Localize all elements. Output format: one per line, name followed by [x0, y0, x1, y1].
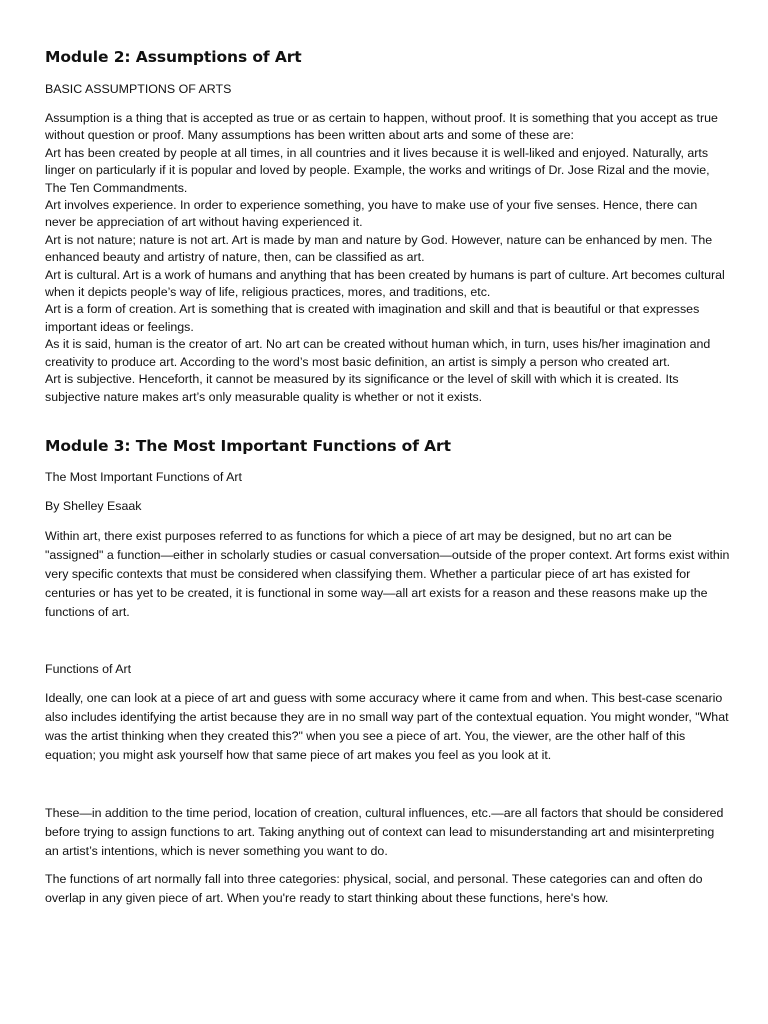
module-2-title: Module 2: Assumptions of Art [45, 48, 302, 66]
module-3-paragraph-1: Within art, there exist purposes referred to as functions for which a piece of art may be designed, but no art can be "assigned" a function—either in scholarly studies or casual conversation—outside of the proper context. Art forms exist within very specific contexts that must be considered when classifying them. Whether a particular piece of art has existed for centuries or has yet to be created, it is functional in some way—all art exists for a reason and these reasons make up the functions of art. [45, 529, 730, 619]
module-3-paragraph-2: Ideally, one can look at a piece of art and guess with some accuracy where it came from and when. This best-case scenario also includes identifying the artist because they are in no small way part of the contextual equation. You might wonder, "What was the artist thinking when they created this?" when you see a piece of art. You, the viewer, are the other half of this equation; you might ask yourself how that same piece of art makes you feel as you look at it. [45, 691, 729, 762]
module-2-body [45, 110, 730, 406]
module-2-paragraph: Art is not nature; nature is not art. Art is made by man and nature by God. However, nature can be enhanced by men. The enhanced beauty and artistry of nature, then, can be classified as art. [45, 232, 713, 265]
module-2-paragraph: Art has been created by people at all times, in all countries and it lives because it is well-liked and enjoyed. Naturally, arts linger on particularly if it is popular and loved by people. Example, the works and writings of Dr. Jose Rizal and the movie, The Ten Commandments. [45, 145, 710, 195]
module-2-paragraph: Art is a form of creation. Art is something that is created with imagination and skill and that is beautiful or that expresses important ideas or feelings. [45, 302, 700, 334]
module-2-paragraph: Art involves experience. In order to experience something, you have to make use of your five senses. Hence, there can never be appreciation of art without having experienced it. [45, 198, 698, 230]
module-2-paragraph: Assumption is a thing that is accepted as true or as certain to happen, without proof. It is something that you accept as true without question or proof. Many assumptions has been written about arts and some of these are: [45, 111, 718, 143]
functions-of-art-heading: Functions of Art [45, 662, 132, 676]
module-3-subtitle: The Most Important Functions of Art [45, 470, 242, 484]
module-3-title: Module 3: The Most Important Functions of Art [45, 437, 451, 455]
module-3-paragraph-3: These—in addition to the time period, location of creation, cultural influences, etc.—are all factors that should be considered before trying to assign functions to art. Taking anything out of context can lead to misunderstanding art and misinterpreting an artist’s intentions, which is never something you want to do. [45, 806, 724, 858]
module-2-paragraph: Art is cultural. Art is a work of humans and anything that has been created by humans is part of culture. Art becomes cultural when it depicts people’s way of life, religious practices, mores, and traditions, etc. [45, 267, 725, 300]
module-2-subtitle: BASIC ASSUMPTIONS OF ARTS [45, 82, 232, 96]
module-2-paragraph: Art is subjective. Henceforth, it cannot be measured by its significance or the level of skill with which it is created. Its subjective nature makes art’s only measurable quality is whether or not it exists. [45, 372, 679, 404]
module-3-paragraph-4: The functions of art normally fall into three categories: physical, social, and personal. These categories can and often do overlap in any given piece of art. When you're ready to start thinking about these functions, here's how. [45, 872, 703, 905]
module-3-byline: By Shelley Esaak [45, 499, 142, 513]
module-2-paragraph: As it is said, human is the creator of art. No art can be created without human which, in turn, uses his/her imagination and creativity to produce art. According to the word’s most basic definition, an artist is simply a person who created art. [45, 337, 711, 369]
